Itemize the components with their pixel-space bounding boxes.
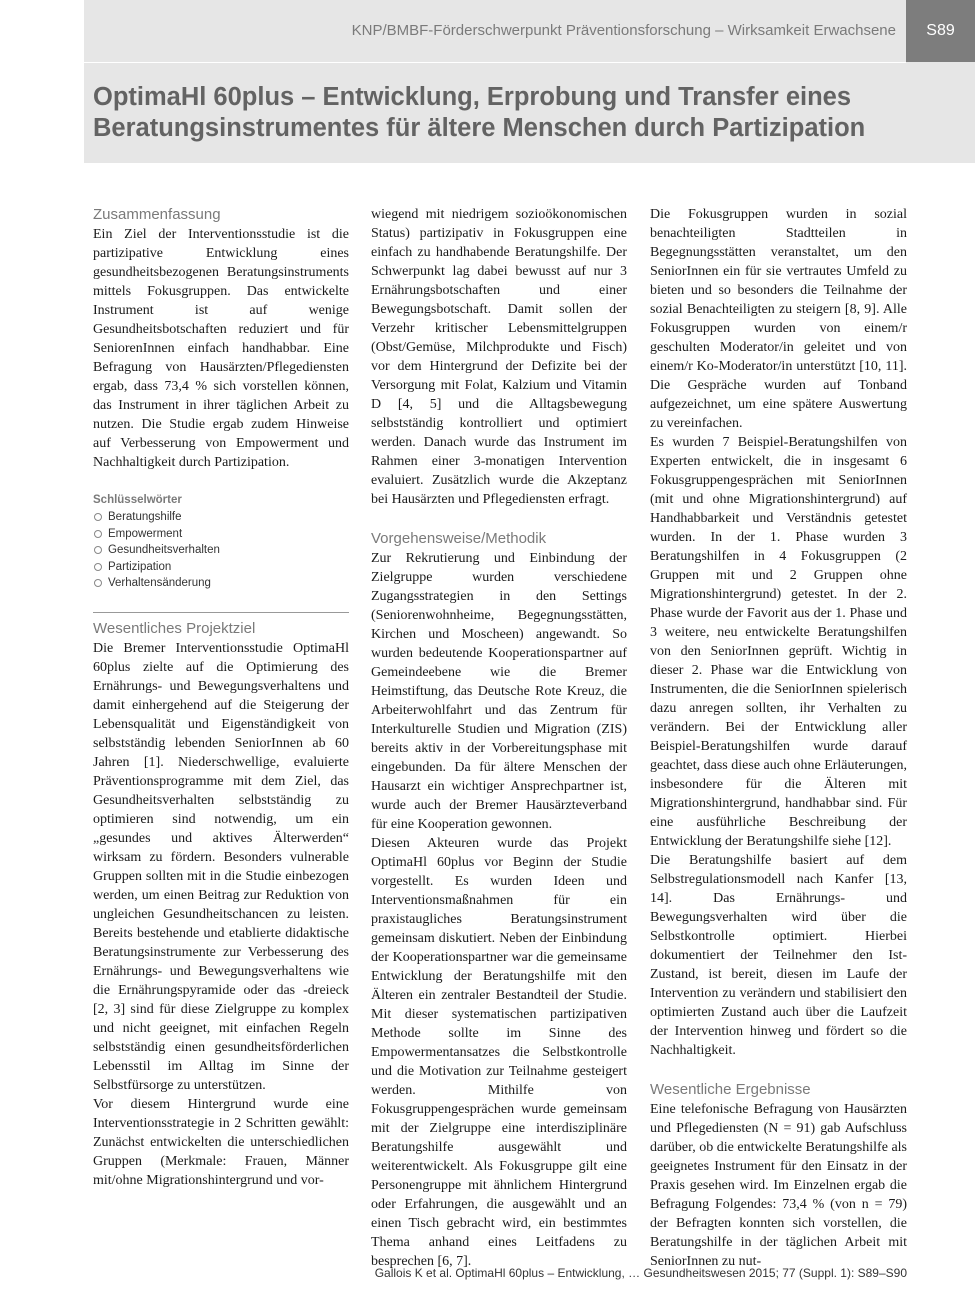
section-divider — [93, 612, 349, 613]
projektziel-paragraph-2-cont: wiegend mit niedrigem sozioökonomischen Status) partizipativ in Fokusgruppen eine einfach zu handhabende Beratungshilfe. Der Schwerpunkt lag dabei bewusst auf nur 3 Ernährungsbotschaften und einer Bewegungsbotschaft. Damit sollen der Verzehr kritischer Lebensmittelgruppen (Obst/Gemüse, Milchprodukte und Fisch) vor dem Hintergrund der Defizite bei der Versorgung mit Folat, Kalzium und Vitamin D [4, 5] und die Alltagsbewegung selbstständig kontrolliert und optimiert werden. Danach wurde das Instrument im Rahmen einer 3-monatigen Intervention evaluiert. Zusätzlich wurde die Akzeptanz bei Hausärzten und Pflegediensten erfragt. — [371, 207, 627, 507]
citation-footer: Gallois K et al. OptimaHl 60plus – Entwicklung, … Gesundheitswesen 2015; 77 (Suppl. 1): S89–S90 — [374, 1266, 907, 1280]
column-1 — [93, 205, 349, 1190]
ergebnisse-paragraph-1: Eine telefonische Befragung von Hausärzten und Pflegediensten (N = 91) gab Aufschluss darüber, ob die entwickelte Beratungshilfe als geeignetes Instrument für den Einsatz in der Praxis gesehen wird. Im Einzelnen ergab die Befragung Folgendes: 73,4 % (von n = 79) der Befragten konnten sich vorstellen, die Beratungshilfe in der täglichen Arbeit mit SeniorInnen zu nut- — [650, 1102, 907, 1269]
summary-text: Ein Ziel der Interventionsstudie ist die partizipative Entwicklung eines gesundheitsbezogenen Beratungsinstruments mittels Fokusgruppen. Das entwickelte Instrument ist auf wenige Gesundheitsbotschaften reduziert und für SeniorenInnen einfach handhabbar. Eine Befragung von Hausärzten/Pflegediensten ergab, dass 73,4 % sich vorstellen können, das Instrument in ihrer täglichen Arbeit zu nutzen. Die Studie ergab zudem Hinweise auf Verbesserung von Empowerment und Nachhaltigkeit durch Partizipation. — [93, 227, 349, 470]
bullet-icon — [94, 546, 102, 554]
column-3 — [650, 205, 907, 1271]
bullet-icon — [94, 513, 102, 521]
keywords-list — [93, 509, 349, 592]
projektziel-heading: Wesentliches Projektziel — [93, 619, 256, 637]
methodik-paragraph-3: Die Fokusgruppen wurden in sozial benachteiligten Stadtteilen in Begegnungsstätten veranstaltet, um den SeniorInnen ein für sie vertrautes Umfeld zu bieten und so besonders die Teilnahme der sozial Benachteiligten zu steigern [8, 9]. Alle Fokusgruppen wurden von einem/r geschulten Moderator/in geleitet und von einem/r Ko-Moderator/in unterstützt [10, 11]. Die Gespräche wurden auf Tonband aufgezeichnet, um eine spätere Auswertung zu vereinfachen. — [650, 207, 907, 431]
bullet-icon — [94, 579, 102, 587]
keyword-item: Verhaltensänderung — [93, 575, 349, 592]
header-divider — [84, 62, 906, 63]
bullet-icon — [94, 563, 102, 571]
projektziel-paragraph-2-start: Vor diesem Hintergrund wurde eine Interventionsstrategie in 2 Schritten gewählt: Zunächst entwickelten die unterschiedlichen Gruppen (Merkmale: Frauen, Männer mit/ohne Migrationshintergrund und vor- — [93, 1096, 349, 1188]
keyword-item: Beratungshilfe — [93, 509, 349, 526]
article-title: OptimaHl 60plus – Entwicklung, Erprobung und Transfer eines Beratungsinstrumentes für ältere Menschen durch Partizipation — [93, 83, 866, 142]
page-number: S89 — [906, 0, 975, 62]
methodik-paragraph-4: Es wurden 7 Beispiel-Beratungshilfen von Experten entwickelt, die in insgesamt 6 Fokusgruppengesprächen mit SeniorInnen (mit und ohne Migrationshintergrund) auf Handhabbarkeit und Verständnis getestet wurden. In der 1. Phase wurden 3 Beratungshilfen in 4 Fokusgruppen (2 Gruppen mit und 2 Gruppen ohne Migrationshintergrund) getestet. In der 2. Phase wurde der Favorit aus der 1. Phase und 3 weitere, neu entwickelte Beratungshilfen von den SeniorInnen geprüft. Wichtig in dieser 2. Phase war die Entwicklung von Instrumenten, die die SeniorInnen spielerisch dazu anregen sollten, ihr Verhalten zu verändern. Bei der Entwicklung aller Beispiel-Beratungshilfen wurde darauf geachtet, dass diese auch ohne Erläuterungen, insbesondere für die Älteren mit Migrationshintergrund, handhabbar sind. Für eine ausführliche Beschreibung der Entwicklung der Beratungshilfe siehe [12]. — [650, 435, 907, 849]
methodik-paragraph-1: Zur Rekrutierung und Einbindung der Zielgruppe wurden verschiedene Zugangsstrategien in den Settings (Seniorenwohnheime, Begegnungsstätten, Kirchen und Moscheen) angewandt. So wurden bedeutende Kooperationspartner auf Gemeindeebene wie die Bremer Heimstiftung, das Deutsche Rote Kreuz, die Arbeiterwohlfahrt und das Zentrum für Interkulturelle Studien und Migration (ZIS) bereits aktiv in der Vorbereitungsphase mit eingebunden. Da für ältere Menschen der Hausarzt ein wichtiger Ansprechpartner ist, wurde auch der Bremer Hausärzteverband für eine Kooperation gewonnen. — [371, 551, 627, 832]
keyword-item: Empowerment — [93, 526, 349, 543]
methodik-paragraph-5: Die Beratungshilfe basiert auf dem Selbstregulationsmodell nach Kanfer [13, 14]. Das Ernährungs- und Bewegungsverhalten wird über die Selbstkontrolle optimiert. Hierbei dokumentiert der Teilnehmer den Ist-Zustand, ist bereit, diesen im Laufe der Intervention zu verändern und stabilisiert den optimierten Zustand auch über die Laufzeit der Intervention hinweg und fördert so die Nachhaltigkeit. — [650, 853, 907, 1058]
summary-heading: Zusammenfassung — [93, 206, 221, 223]
keywords-heading: Schlüsselwörter — [93, 494, 182, 506]
methodik-heading: Vorgehensweise/Methodik — [371, 530, 547, 547]
bullet-icon — [94, 530, 102, 538]
running-title: KNP/BMBF-Förderschwerpunkt Präventionsforschung – Wirksamkeit Erwachsene — [351, 22, 896, 39]
keyword-item: Partizipation — [93, 559, 349, 576]
projektziel-paragraph-1: Die Bremer Interventionsstudie OptimaHl 60plus zielte auf die Optimierung des Ernährungs- und Bewegungsverhaltens und damit einhergehend auf die Steigerung der Lebensqualität und Eigenständigkeit von selbstständig lebenden SeniorInnen ab 60 Jahren [1]. Niederschwellige, evaluierte Präventionsprogramme mit dem Ziel, das Gesundheitsverhalten selbstständig zu optimieren sind notwendig, um ein „gesundes und aktives Älterwerden“ wirksam zu fördern. Besonders vulnerable Gruppen sollten mit in die Studie einbezogen werden, um einen Beitrag zur Reduktion von ungleichen Gesundheitschancen zu leisten. Bereits bestehende und etablierte didaktische Beratungsinstrumente zur Verbesserung des Ernährungs- und Bewegungsverhaltens wie die Ernährungspyramide oder das -dreieck [2, 3] sind für diese Zielgruppe zu komplex und nicht geeignet, mit einfachen Regeln selbstständig einen gesundheitsförderlichen Lebensstil im Alltag im Sinne der Selbstfürsorge zu unterstützen. — [93, 640, 349, 1093]
ergebnisse-heading: Wesentliche Ergebnisse — [650, 1081, 811, 1098]
methodik-paragraph-2: Diesen Akteuren wurde das Projekt OptimaHl 60plus vor Beginn der Studie vorgestellt. Es wurden Ideen und Interventionsmaßnahmen für ein praxistaugliches Beratungsinstrument gemeinsam diskutiert. Neben der Einbindung der Kooperationspartner war die gemeinsame Entwicklung der Beratungshilfe mit den Älteren ein zentraler Bestandteil der Studie. Mit dieser systematischen partizipativen Methode sollte im Sinne des Empowermentansatzes die Selbstkontrolle und die Motivation zur Teilnahme gesteigert werden. Mithilfe von Fokusgruppengesprächen wurde gemeinsam mit der Zielgruppe eine interdisziplinäre Beratungshilfe ausgewählt und weiterentwickelt. Als Fokusgruppe gilt eine Personengruppe mit ähnlichem Hintergrund oder Erfahrungen, die ausgewählt und an einen Tisch gebracht wird, ein bestimmtes Thema anhand eines Leitfadens zu besprechen [6, 7]. — [371, 836, 627, 1269]
column-2 — [371, 205, 627, 1271]
keyword-item: Gesundheitsverhalten — [93, 542, 349, 559]
